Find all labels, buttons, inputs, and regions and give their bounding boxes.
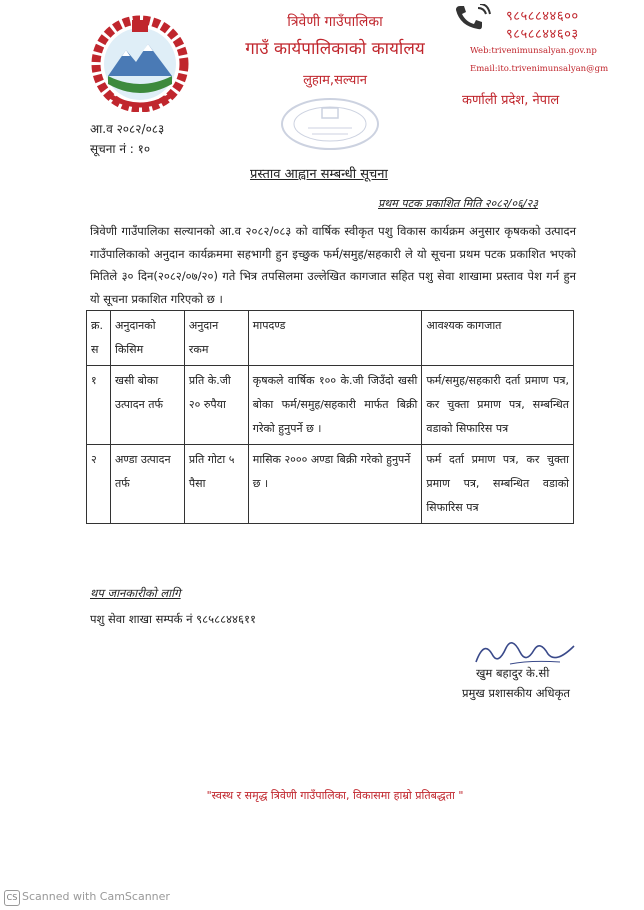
- municipality-name: त्रिवेणी गाउँपालिका: [287, 14, 383, 30]
- footer-slogan: "स्वस्थ र समृद्ध त्रिवेणी गाउँपालिका, विकासमा हाम्रो प्रतिबद्धता ": [206, 789, 464, 802]
- notice-body: त्रिवेणी गाउँपालिका सल्यानको आ.व २०८२/०८३ को वार्षिक स्वीकृत पशु विकास कार्यक्रम अनुसार कृषकको उत्पादन गाउँपालिकाको अनुदान कार्यक्रममा सहभागी हुन इच्छुक फर्म/समुह/सहकारी ले यो सूचना प्रथम पटक प्रकाशित भएको मितिले ३० दिन(२०८२/०७/२०) गते भित्र तपसिलमा उल्लेखित कागजात सहित पशु सेवा शाखामा प्रस्ताव पेश गर्न हुन यो सूचना प्रकाशित गरिएको छ ।: [90, 224, 576, 306]
- subsidy-table: [86, 310, 574, 524]
- header-subsidy-type: अनुदानको किसिम: [110, 311, 184, 366]
- camscanner-icon: CS: [4, 890, 20, 906]
- office-name: गाउँ कार्यपालिकाको कार्यालय: [245, 39, 425, 59]
- cell-criteria: कृषकले वार्षिक १०० के.जी जिउँदो खसी बोका फर्म/समुह/सहकारी मार्फत बिक्री गरेको हुनुपर्ने छ ।: [248, 366, 422, 445]
- phone-icon: [452, 4, 492, 30]
- table-row: [87, 366, 574, 445]
- publication-date: प्रथम पटक प्रकाशित मिति २०८२/०६/२३: [378, 197, 538, 210]
- fiscal-year: आ.व २०८२/०८३: [90, 122, 165, 136]
- notice-title: प्रस्ताव आह्वान सम्बन्धी सूचना: [250, 167, 388, 182]
- website-link[interactable]: Web:trivenimunsalyan.gov.np: [470, 46, 597, 56]
- scanner-watermark: Scanned with CamScanner: [22, 890, 170, 903]
- cell-documents: फर्म दर्ता प्रमाण पत्र, कर चुक्ता प्रमाण पत्र, सम्बन्धित वडाको सिफारिस पत्र: [422, 445, 574, 524]
- office-stamp-image: [278, 96, 382, 152]
- cell-documents: फर्म/समुह/सहकारी दर्ता प्रमाण पत्र, कर चुक्ता प्रमाण पत्र, सम्बन्धित वडाको सिफारिस पत्र: [422, 366, 574, 445]
- cell-subsidy-amount: प्रति गोटा ५ पैसा: [184, 445, 248, 524]
- nepal-emblem-logo: [88, 14, 192, 112]
- phone-number-2: ९८५८८४४६०३: [506, 27, 579, 42]
- notice-number: सूचना नं : १०: [90, 142, 151, 156]
- contact-heading: थप जानकारीको लागि: [90, 586, 181, 600]
- header-serial: क्र. स: [87, 311, 111, 366]
- header-subsidy-amount: अनुदान रकम: [184, 311, 248, 366]
- office-address: लुहाम,सल्यान: [303, 73, 367, 88]
- cell-subsidy-type: अण्डा उत्पादन तर्फ: [110, 445, 184, 524]
- cell-subsidy-amount: प्रति के.जी २० रुपैया: [184, 366, 248, 445]
- table-row: [87, 445, 574, 524]
- province-label: कर्णाली प्रदेश, नेपाल: [462, 93, 560, 108]
- cell-criteria: मासिक २००० अण्डा बिक्री गरेको हुनुपर्ने छ ।: [248, 445, 422, 524]
- cell-serial: २: [87, 445, 111, 524]
- cell-serial: १: [87, 366, 111, 445]
- table-header-row: [87, 311, 574, 366]
- header-criteria: मापदण्ड: [248, 311, 422, 366]
- signatory-name: खुम बहादुर के.सी: [476, 666, 550, 680]
- email-link[interactable]: Email:ito.trivenimunsalyan@gm: [470, 64, 609, 74]
- header-documents: आवश्यक कागजात: [422, 311, 574, 366]
- signatory-title: प्रमुख प्रशासकीय अधिकृत: [462, 686, 570, 700]
- phone-number-1: ९८५८८४४६००: [506, 9, 579, 24]
- cell-subsidy-type: खसी बोका उत्पादन तर्फ: [110, 366, 184, 445]
- contact-line: पशु सेवा शाखा सम्पर्क नं ९८५८८४४६११: [90, 612, 256, 626]
